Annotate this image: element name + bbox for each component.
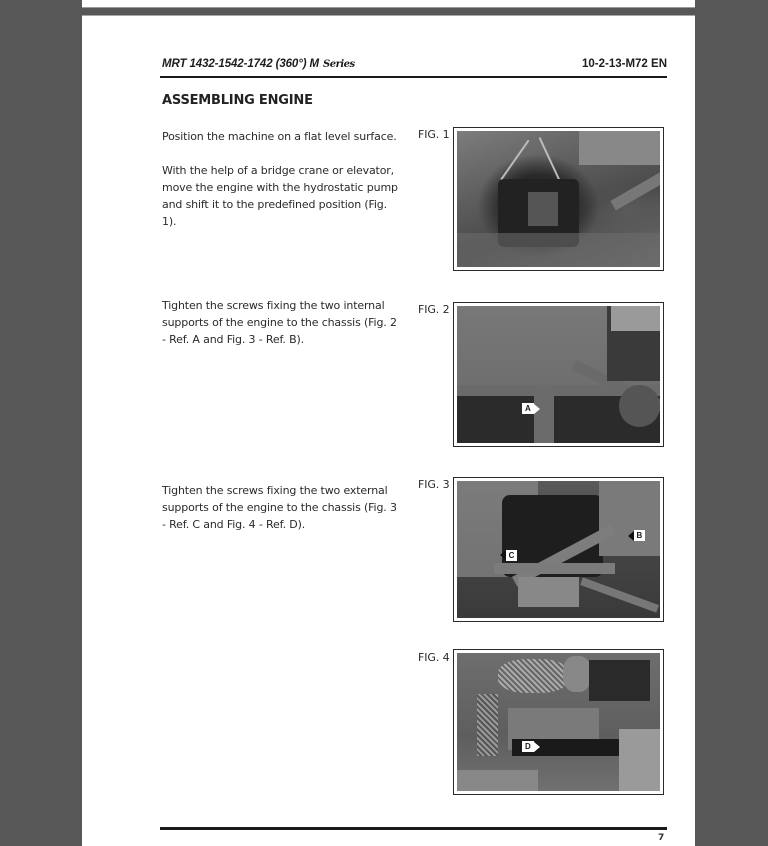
callout-a-arrow-icon	[534, 404, 540, 414]
fig-4-label: FIG. 4	[418, 651, 450, 664]
fig-1-image	[453, 127, 664, 271]
fig-2-label: FIG. 2	[418, 303, 450, 316]
header-rule	[160, 76, 667, 78]
header-doc-code: 10-2-13-M72 EN	[581, 58, 667, 70]
header-model-text: MRT 1432-1542-1742 (360°) M	[162, 58, 320, 70]
section-title: ASSEMBLING ENGINE	[162, 93, 313, 108]
fig-1-label: FIG. 1	[418, 128, 450, 141]
step-1-text-1: Position the machine on a flat level surface.	[162, 130, 397, 143]
callout-c-label: C	[506, 550, 518, 561]
callout-d	[522, 741, 540, 752]
callout-d-arrow-icon	[534, 742, 540, 752]
callout-b	[628, 530, 646, 541]
footer-rule	[160, 827, 667, 830]
document-page	[82, 15, 695, 846]
fig-2-image	[453, 302, 664, 447]
step-2-text: Tighten the screws fixing the two internal supports of the engine to the chassis (Fig. 2 - Ref. A and Fig. 3 - Ref. B).	[162, 299, 397, 346]
external-support-photo	[457, 653, 660, 791]
callout-c	[500, 550, 518, 561]
engine-supports-photo	[457, 481, 660, 618]
previous-page-edge	[82, 0, 695, 8]
callout-b-label: B	[634, 530, 646, 541]
page-number: 7	[658, 833, 665, 843]
engine-crane-photo	[457, 131, 660, 267]
fig-4-image	[453, 649, 664, 795]
series-logo: Series	[323, 59, 355, 70]
header-model	[162, 58, 355, 70]
step-3-text: Tighten the screws fixing the two external supports of the engine to the chassis (Fig. 3 - Ref. C and Fig. 4 - Ref. D).	[162, 484, 397, 531]
internal-support-photo	[457, 306, 660, 443]
step-1-text-2: With the help of a bridge crane or elevator, move the engine with the hydrostatic pump and shift it to the predefined position (Fig. 1).	[162, 164, 398, 228]
fig-3-label: FIG. 3	[418, 478, 450, 491]
callout-a	[522, 403, 540, 414]
callout-d-label: D	[522, 741, 534, 752]
fig-3-image	[453, 477, 664, 622]
callout-a-label: A	[522, 403, 534, 414]
